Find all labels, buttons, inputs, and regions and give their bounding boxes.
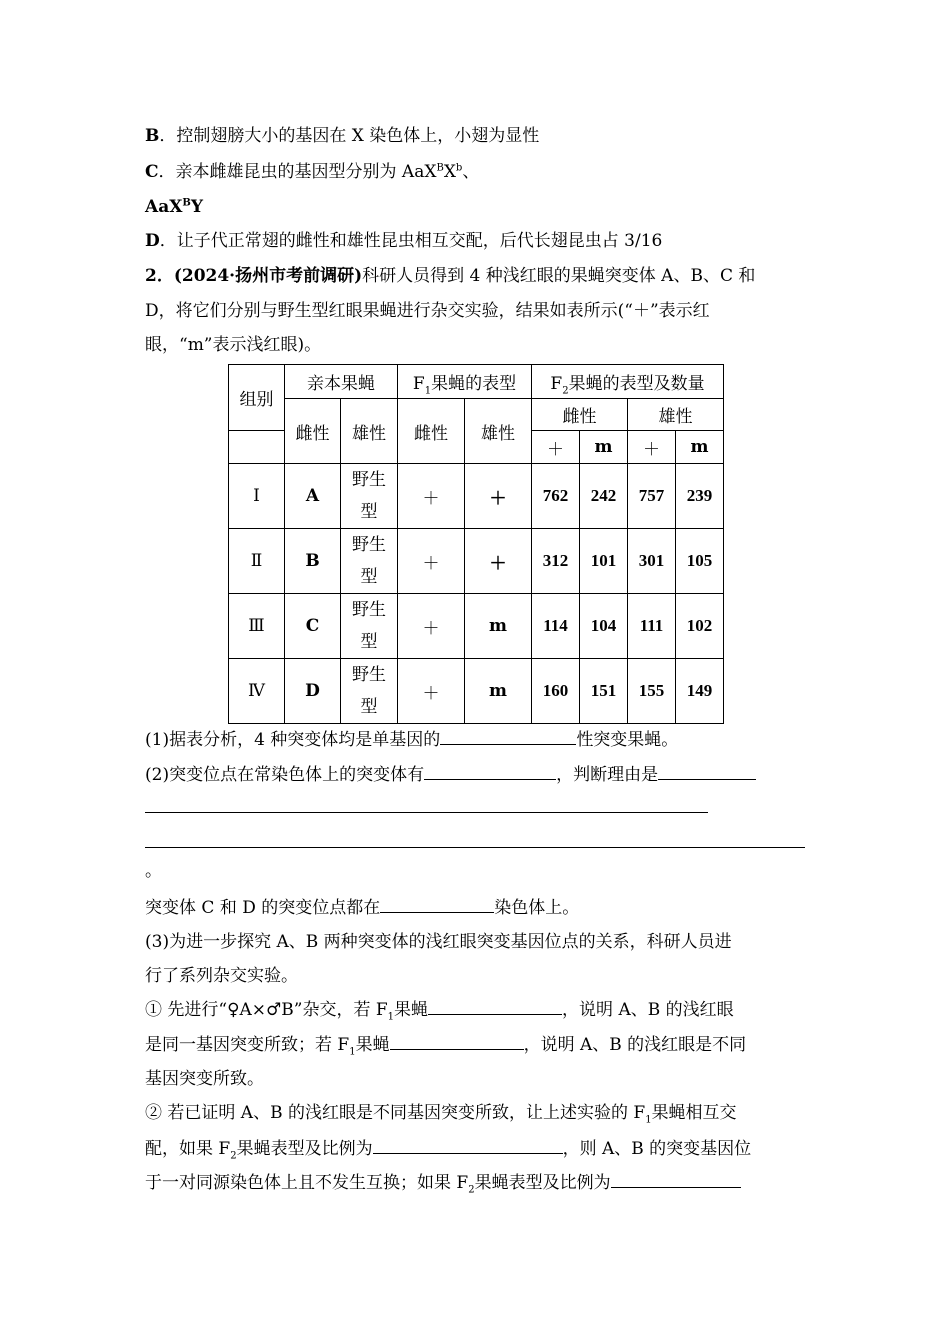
cell-group: Ⅱ: [229, 529, 285, 594]
subq3b-text: 果蝇相互交: [651, 1103, 737, 1123]
subq2-cd: [145, 896, 579, 919]
cell-value: 114: [532, 594, 580, 659]
option-c-text: X: [443, 162, 456, 182]
cell-wildtype: [341, 659, 398, 724]
cell-value: 101: [580, 529, 628, 594]
sub: 2: [230, 1150, 237, 1162]
answer-blank[interactable]: [440, 728, 576, 745]
header-parent: 亲本果蝇: [285, 365, 398, 399]
q2-line1: [145, 265, 755, 287]
cell-f1-female: ＋: [398, 529, 465, 594]
cell-f1-male: m: [465, 659, 532, 724]
cell-group: Ⅰ: [229, 464, 285, 529]
subq3-line2: 行了系列杂交实验。: [145, 966, 298, 986]
header-f1: [398, 365, 532, 399]
sup: B: [182, 197, 191, 209]
subq3-line1: (3)为进一步探究 A、B 两种突变体的浅红眼突变基因位点的关系，科研人员进: [145, 932, 732, 952]
subq1: [145, 728, 678, 751]
q2-number: 2．(2024·扬州市考前调研): [145, 266, 363, 286]
cell-value: 312: [532, 529, 580, 594]
subq3a-text: ，说明 A、B 的浅红眼是不同: [523, 1035, 747, 1055]
cell-value: 111: [628, 594, 676, 659]
cell-value: 105: [676, 529, 724, 594]
subq3a-text: ，说明 A、B 的浅红眼: [562, 1000, 734, 1020]
answer-blank[interactable]: [380, 896, 494, 913]
cell-f1-male: ＋: [465, 529, 532, 594]
answer-blank[interactable]: [424, 763, 556, 780]
subq2-text: 染色体上。: [494, 898, 580, 918]
header-group-spacer: [229, 431, 285, 464]
cell-value: 757: [628, 464, 676, 529]
cell-mutant: C: [285, 594, 341, 659]
cell-mutant: A: [285, 464, 341, 529]
cell-value: 155: [628, 659, 676, 724]
answer-blank[interactable]: [390, 1033, 524, 1050]
table-row: [229, 529, 724, 594]
header-text: F: [550, 374, 563, 394]
option-d-label: D: [145, 231, 160, 251]
option-b-label: B: [145, 126, 160, 146]
option-c-text: Y: [190, 197, 203, 217]
q2-line2: D，将它们分别与野生型红眼果蝇进行杂交实验，结果如表所示(“＋”表示红: [145, 301, 710, 321]
cell-f1-male: m: [465, 594, 532, 659]
subq3a-text: 是同一基因突变所致；若 F: [145, 1035, 350, 1055]
header-text: 果蝇的表型及数量: [568, 374, 705, 394]
answer-line[interactable]: [145, 847, 805, 848]
option-b: [145, 125, 539, 147]
subq3a-line1: [145, 998, 734, 1021]
cell-value: 151: [580, 659, 628, 724]
cell-value: 160: [532, 659, 580, 724]
header-parent-male: 雄性: [341, 399, 398, 464]
header-group: 组别: [229, 365, 285, 431]
cell-wildtype-text: 野生型: [352, 665, 386, 717]
cell-value: 242: [580, 464, 628, 529]
sub: 2: [468, 1184, 475, 1196]
answer-blank[interactable]: [658, 763, 756, 780]
subq2-end: 。: [145, 861, 162, 881]
option-c-line2: [145, 196, 203, 218]
header-f2: [532, 365, 724, 399]
header-f2-male-m: m: [676, 431, 724, 464]
cell-value: 239: [676, 464, 724, 529]
header-f2-male-plus: ＋: [628, 431, 676, 464]
option-c-text: 、: [462, 162, 480, 182]
sub: 1: [424, 385, 432, 397]
subq3a-line2: [145, 1033, 746, 1056]
answer-blank[interactable]: [373, 1137, 563, 1154]
header-text: F: [412, 374, 425, 394]
table-row: [229, 659, 724, 724]
subq2-text: 突变体 C 和 D 的突变位点都在: [145, 898, 381, 918]
subq3b-text: ② 若已证明 A、B 的浅红眼是不同基因突变所致，让上述实验的 F: [145, 1103, 646, 1123]
header-f2-female-m: m: [580, 431, 628, 464]
header-f1-male: 雄性: [465, 399, 532, 464]
cell-wildtype-text: 野生型: [352, 470, 386, 522]
cell-mutant: B: [285, 529, 341, 594]
sub: 1: [349, 1046, 356, 1058]
option-b-text: ．控制翅膀大小的基因在 X 染色体上，小翅为显性: [159, 126, 540, 146]
subq1-text: (1)据表分析，4 种突变体均是单基因的: [145, 730, 441, 750]
option-c-text: AaX: [145, 197, 183, 217]
table-row: [229, 594, 724, 659]
sup: b: [455, 162, 463, 174]
subq3b-text: 配，如果 F: [145, 1139, 231, 1159]
cell-group: Ⅳ: [229, 659, 285, 724]
cell-value: 762: [532, 464, 580, 529]
header-f2-female: 雌性: [532, 399, 628, 431]
table-row: [229, 464, 724, 529]
cell-value: 149: [676, 659, 724, 724]
subq2: [145, 763, 756, 786]
sup: B: [436, 162, 444, 174]
q2-line3: 眼，“m”表示浅红眼)。: [145, 335, 322, 355]
subq3b-text: 果蝇表型及比例为: [474, 1173, 611, 1193]
cell-wildtype: [341, 529, 398, 594]
subq3a-text: 果蝇: [394, 1000, 429, 1020]
sub: 1: [645, 1114, 652, 1126]
subq3b-text: 于一对同源染色体上且不发生互换；如果 F: [145, 1173, 469, 1193]
cell-value: 104: [580, 594, 628, 659]
subq2-text: ，判断理由是: [556, 765, 659, 785]
option-c: [145, 161, 479, 183]
cell-group: Ⅲ: [229, 594, 285, 659]
cell-f1-female: ＋: [398, 594, 465, 659]
header-parent-female: 雌性: [285, 399, 341, 464]
subq3a-text: 果蝇: [355, 1035, 390, 1055]
subq2-text: (2)突变位点在常染色体上的突变体有: [145, 765, 425, 785]
header-f1-female: 雌性: [398, 399, 465, 464]
cell-value: 102: [676, 594, 724, 659]
option-d: [145, 230, 662, 252]
results-table: [228, 364, 724, 724]
option-c-label: C: [145, 162, 159, 182]
cell-mutant: D: [285, 659, 341, 724]
subq3a-line3: 基因突变所致。: [145, 1069, 264, 1089]
cell-f1-female: ＋: [398, 659, 465, 724]
subq3b-line3: [145, 1171, 741, 1194]
subq3b-line1: [145, 1102, 737, 1124]
option-d-text: ．让子代正常翅的雌性和雄性昆虫相互交配，后代长翅昆虫占 3/16: [159, 231, 663, 251]
header-f2-female-plus: ＋: [532, 431, 580, 464]
cell-f1-male: ＋: [465, 464, 532, 529]
answer-blank[interactable]: [611, 1171, 741, 1188]
cell-value: 301: [628, 529, 676, 594]
subq3b-text: 果蝇表型及比例为: [236, 1139, 373, 1159]
subq1-text: 性突变果蝇。: [576, 730, 679, 750]
cell-wildtype: [341, 594, 398, 659]
subq3b-text: ，则 A、B 的突变基因位: [562, 1139, 752, 1159]
sub: 1: [387, 1011, 395, 1023]
subq3a-text: ① 先进行“♀A×♂B”杂交，若 F: [145, 1000, 388, 1020]
option-c-text: ．亲本雌雄昆虫的基因型分别为 AaX: [158, 162, 437, 182]
cell-f1-female: ＋: [398, 464, 465, 529]
cell-wildtype-text: 野生型: [352, 535, 386, 587]
cell-wildtype: [341, 464, 398, 529]
answer-blank[interactable]: [428, 998, 562, 1015]
answer-line[interactable]: [145, 812, 708, 813]
q2-text: 科研人员得到 4 种浅红眼的果蝇突变体 A、B、C 和: [362, 266, 756, 286]
sub: 2: [562, 385, 569, 397]
header-text: 果蝇的表型: [431, 374, 517, 394]
header-f2-male: 雄性: [628, 399, 724, 431]
subq3b-line2: [145, 1137, 751, 1160]
cell-wildtype-text: 野生型: [352, 600, 386, 652]
